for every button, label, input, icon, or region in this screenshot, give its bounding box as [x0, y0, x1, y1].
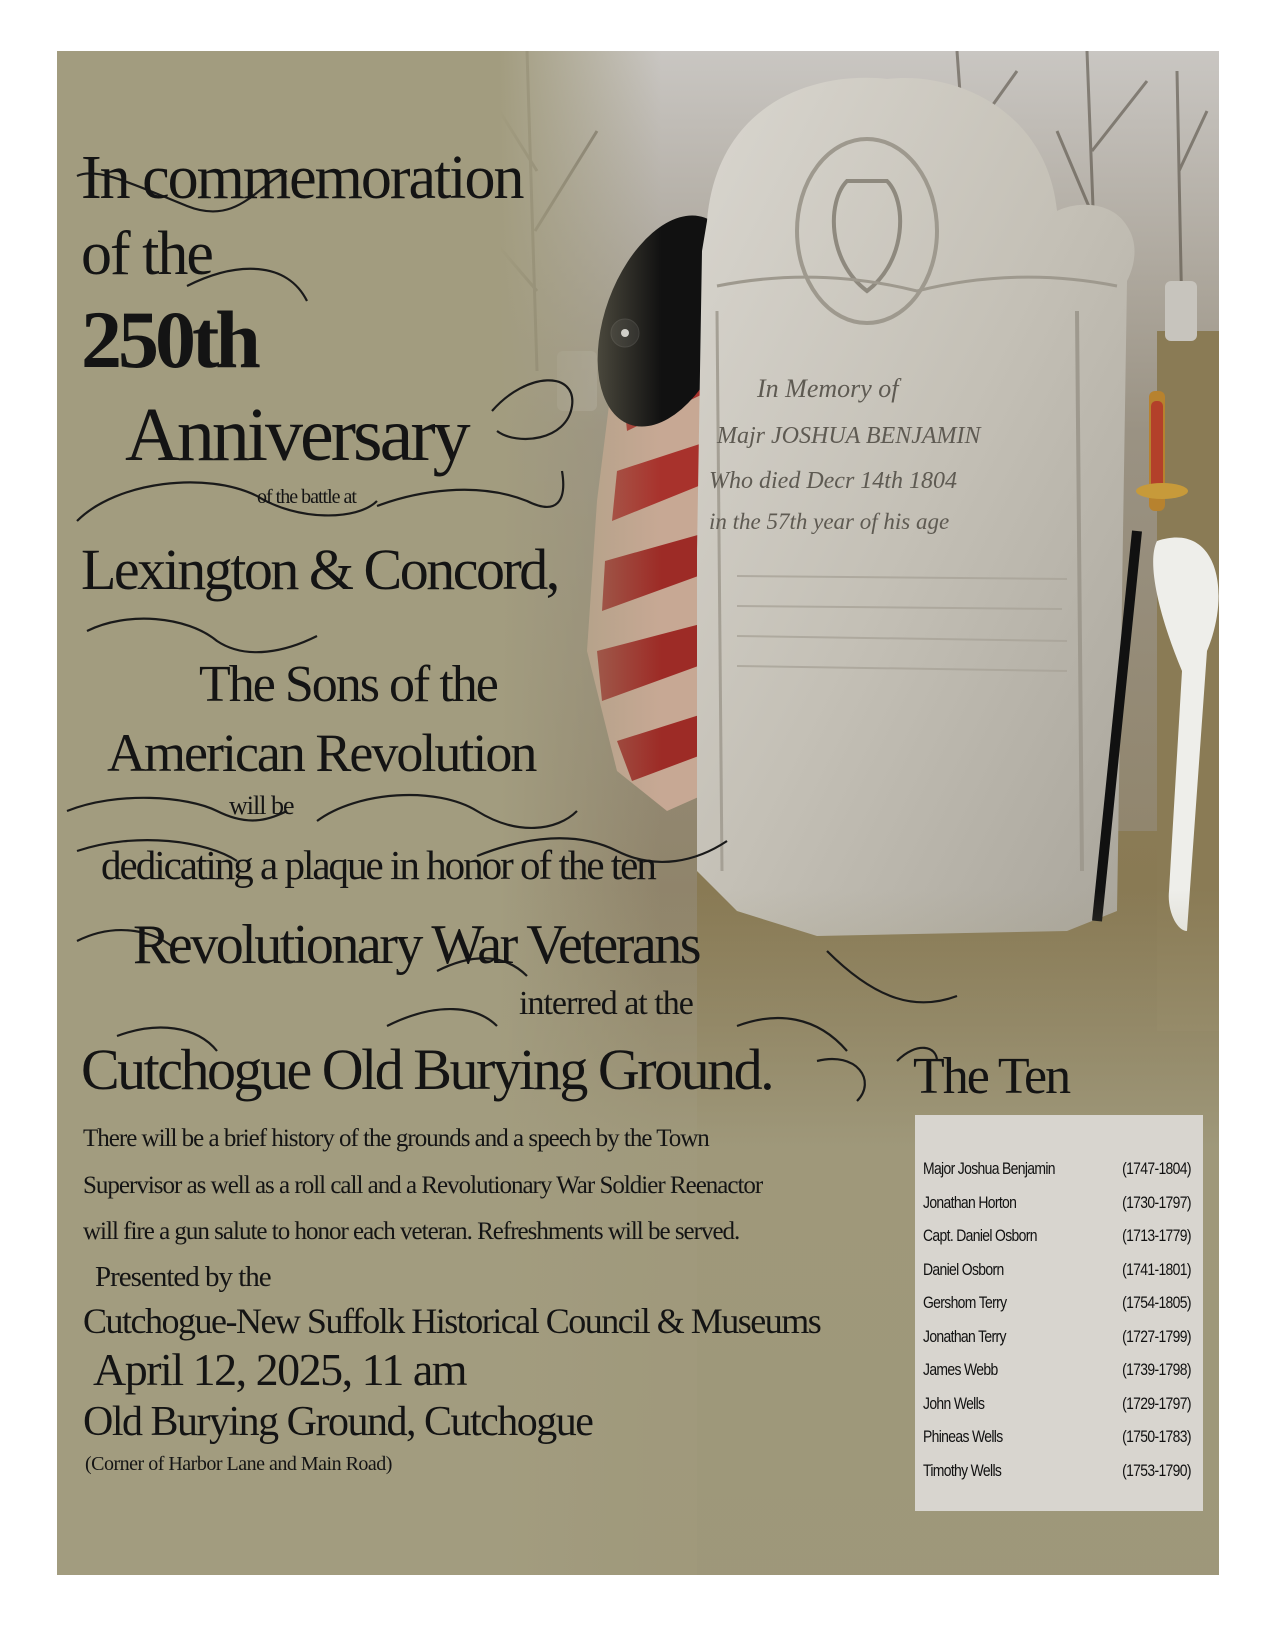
details-line-2: Supervisor as well as a roll call and a Revolutionary War Soldier Reenactor: [83, 1172, 763, 1199]
headline-line-11: Revolutionary War Veterans: [133, 914, 700, 976]
headline-line-12: interred at the: [519, 985, 693, 1022]
headline-line-4: Anniversary: [125, 393, 468, 477]
veteran-years: (1747-1804): [1122, 1159, 1191, 1178]
headline-line-2: of the: [81, 220, 212, 288]
event-date: April 12, 2025, 11 am: [93, 1344, 467, 1395]
headline-line-1: In commemoration: [81, 144, 523, 212]
veteran-years: (1750-1783): [1122, 1427, 1191, 1446]
veteran-years: (1741-1801): [1122, 1259, 1191, 1279]
details-line-3: will fire a gun salute to honor each veteran. Refreshments will be served.: [83, 1218, 740, 1245]
headline-line-5: of the battle at: [257, 486, 356, 508]
presenter-name: Cutchogue-New Suffolk Historical Council & Museums: [83, 1301, 821, 1341]
event-place: Old Burying Ground, Cutchogue: [83, 1399, 593, 1445]
veteran-row: [923, 1260, 1195, 1290]
veteran-row: [923, 1427, 1195, 1457]
headline-line-13: Cutchogue Old Burying Ground.: [81, 1037, 773, 1102]
veteran-years: (1729-1797): [1122, 1393, 1191, 1413]
headline-line-7: The Sons of the: [199, 656, 497, 713]
veteran-row: [923, 1193, 1195, 1223]
headline-line-9: will be: [229, 791, 294, 820]
veteran-years: (1753-1790): [1122, 1460, 1191, 1480]
veteran-years: (1754-1805): [1122, 1293, 1191, 1312]
veteran-row: [923, 1394, 1195, 1424]
veteran-years: (1739-1798): [1122, 1360, 1191, 1379]
veteran-name: Capt. Daniel Osborn: [923, 1226, 1037, 1245]
headline-line-8: American Revolution: [107, 723, 536, 783]
veteran-name: Phineas Wells: [923, 1427, 1003, 1446]
event-note: (Corner of Harbor Lane and Main Road): [85, 1453, 392, 1475]
headline-line-3: 250th: [81, 294, 257, 385]
veteran-row: [923, 1159, 1195, 1189]
veteran-name: John Wells: [923, 1393, 985, 1413]
the-ten-title: The Ten: [913, 1048, 1070, 1105]
veteran-name: Daniel Osborn: [923, 1259, 1004, 1279]
details-line-1: There will be a brief history of the grounds and a speech by the Town: [83, 1125, 709, 1152]
veteran-name: Jonathan Terry: [923, 1326, 1006, 1346]
veteran-row: [923, 1461, 1195, 1491]
veteran-years: (1713-1779): [1122, 1226, 1191, 1245]
veteran-name: Gershom Terry: [923, 1293, 1007, 1312]
veteran-name: Timothy Wells: [923, 1460, 1002, 1480]
veteran-years: (1727-1799): [1122, 1326, 1191, 1346]
veteran-row: [923, 1360, 1195, 1390]
veteran-row: [923, 1293, 1195, 1323]
the-ten-list: [915, 1115, 1203, 1511]
event-poster: [57, 51, 1219, 1575]
veteran-name: James Webb: [923, 1360, 998, 1379]
veteran-name: Jonathan Horton: [923, 1192, 1017, 1212]
veteran-years: (1730-1797): [1122, 1192, 1191, 1212]
veteran-row: [923, 1226, 1195, 1256]
headline-line-6: Lexington & Concord,: [81, 537, 558, 602]
veteran-name: Major Joshua Benjamin: [923, 1159, 1055, 1178]
headline-line-10: dedicating a plaque in honor of the ten: [101, 842, 655, 888]
veteran-row: [923, 1327, 1195, 1357]
presenter-label: Presented by the: [95, 1261, 271, 1293]
